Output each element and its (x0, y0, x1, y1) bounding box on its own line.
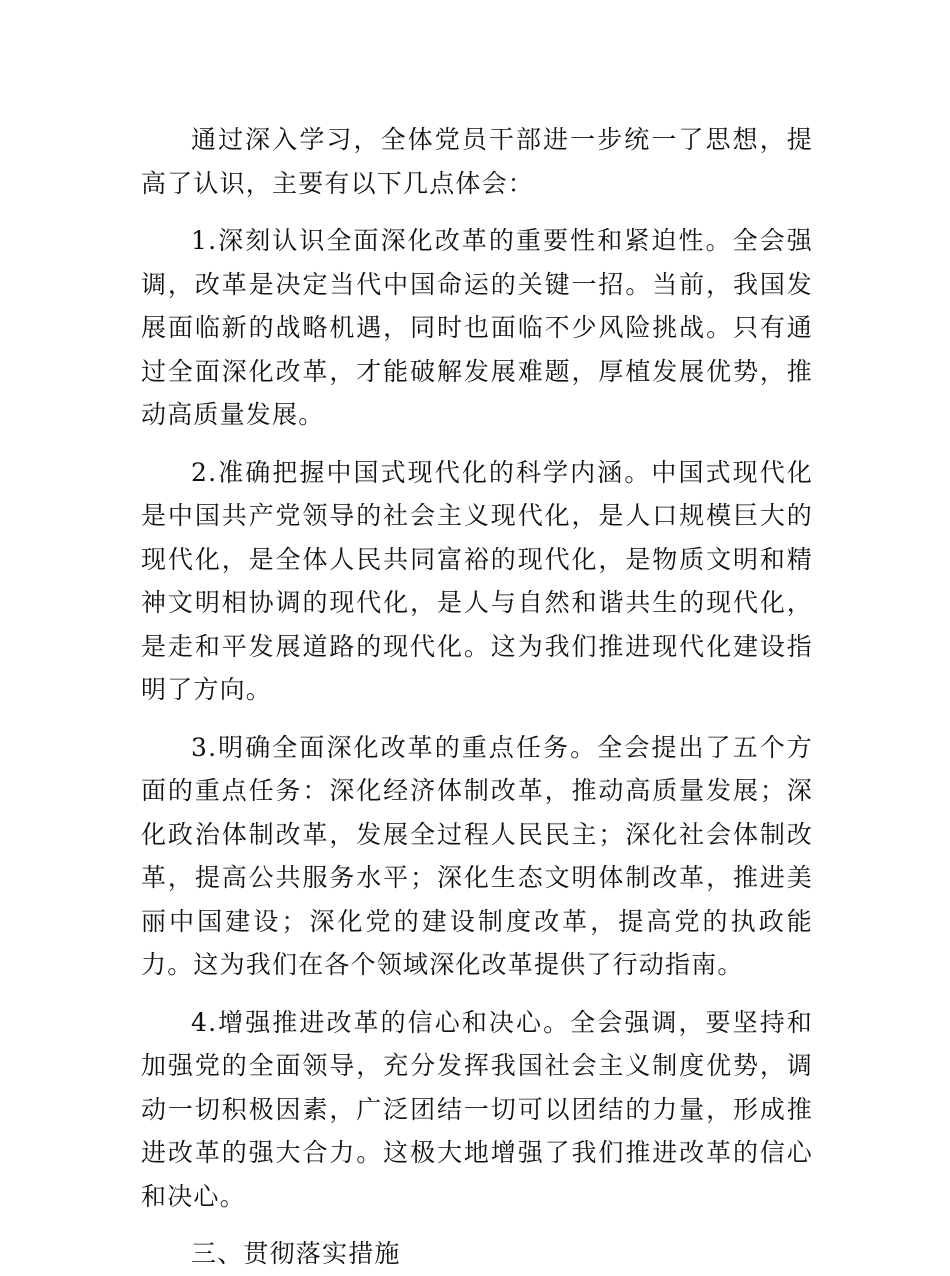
point-paragraph-1: 1.深刻认识全面深化改革的重要性和紧迫性。全会强调，改革是决定当代中国命运的关键一招。当前，我国发展面临新的战略机遇，同时也面临不少风险挑战。只有通过全面深化改革，才能破解发展难题，厚植发展优势，推动高质量发展。 (141, 226, 813, 429)
point-paragraph-4: 4.增强推进改革的信心和决心。全会强调，要坚持和加强党的全面领导，充分发挥我国社会主义制度优势，调动一切积极因素，广泛团结一切可以团结的力量，形成推进改革的强大合力。这极大地增强了我们推进改革的信心和决心。 (141, 1007, 813, 1211)
intro-paragraph: 通过深入学习，全体党员干部进一步统一了思想，提高了认识，主要有以下几点体会： (141, 125, 813, 198)
section-heading: 三、贯彻落实措施 (191, 1239, 401, 1268)
document-body (141, 118, 813, 1276)
point-paragraph-2: 2.准确把握中国式现代化的科学内涵。中国式现代化是中国共产党领导的社会主义现代化，是人口规模巨大的现代化，是全体人民共同富裕的现代化，是物质文明和精神文明相协调的现代化，是人与自然和谐共生的现代化，是走和平发展道路的现代化。这为我们推进现代化建设指明了方向。 (141, 457, 813, 704)
point-paragraph-3: 3.明确全面深化改革的重点任务。全会提出了五个方面的重点任务：深化经济体制改革，推动高质量发展；深化政治体制改革，发展全过程人民民主；深化社会体制改革，提高公共服务水平；深化生态文明体制改革，推进美丽中国建设；深化党的建设制度改革，提高党的执政能力。这为我们在各个领域深化改革提供了行动指南。 (141, 732, 813, 979)
